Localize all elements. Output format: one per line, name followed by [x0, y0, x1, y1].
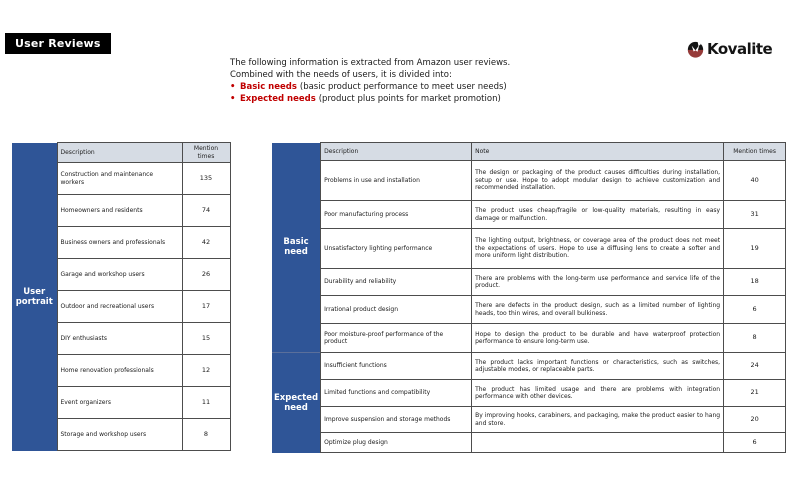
mentions-cell: 12 — [182, 355, 230, 387]
table-row — [272, 353, 786, 380]
mentions-cell: 11 — [182, 387, 230, 419]
bullet-text: Expected needs (product plus points for market promotion) — [240, 94, 501, 104]
mentions-cell: 8 — [724, 324, 786, 353]
bullet-icon: • — [230, 82, 236, 92]
column-header-note: Note — [472, 143, 724, 161]
bullet-text: Basic needs (basic product performance to meet user needs) — [240, 82, 507, 92]
user-portrait-table — [12, 142, 231, 451]
table-row — [272, 380, 786, 407]
table-header-row — [272, 143, 786, 161]
description-cell: Outdoor and recreational users — [57, 291, 182, 323]
page-title: User Reviews — [5, 33, 111, 54]
description-cell: Poor moisture-proof performance of the product — [321, 324, 472, 353]
description-cell: Home renovation professionals — [57, 355, 182, 387]
table-row — [272, 201, 786, 229]
table-row — [272, 433, 786, 453]
mentions-cell: 19 — [724, 229, 786, 269]
description-cell: Construction and maintenance workers — [57, 163, 182, 195]
mentions-cell: 17 — [182, 291, 230, 323]
table-row — [272, 161, 786, 201]
brand-name: Kovalite — [707, 40, 773, 58]
note-cell: By improving hooks, carabiners, and packaging, make the product easier to hang and store. — [472, 407, 724, 433]
description-cell: Limited functions and compatibility — [321, 380, 472, 407]
mentions-cell: 24 — [724, 353, 786, 380]
basic-need-group-label: Basic need — [272, 143, 321, 353]
description-cell: Problems in use and installation — [321, 161, 472, 201]
mentions-cell: 15 — [182, 323, 230, 355]
kovalite-logo-icon — [687, 41, 704, 58]
description-cell: Irrational product design — [321, 296, 472, 324]
needs-table — [272, 142, 786, 453]
mentions-cell: 74 — [182, 195, 230, 227]
mentions-cell: 21 — [724, 380, 786, 407]
description-cell: Improve suspension and storage methods — [321, 407, 472, 433]
description-cell: Unsatisfactory lighting performance — [321, 229, 472, 269]
mentions-cell: 135 — [182, 163, 230, 195]
brand-logo — [687, 40, 772, 58]
intro-line-2: Combined with the needs of users, it is divided into: — [230, 70, 452, 80]
description-cell: Event organizers — [57, 387, 182, 419]
description-cell: Optimize plug design — [321, 433, 472, 453]
mentions-cell: 31 — [724, 201, 786, 229]
column-header-description: Description — [321, 143, 472, 161]
column-header-description: Description — [57, 143, 182, 163]
description-cell: Garage and workshop users — [57, 259, 182, 291]
mentions-cell: 8 — [182, 419, 230, 451]
bullet-expected-needs — [230, 93, 570, 105]
description-cell: Homeowners and residents — [57, 195, 182, 227]
note-cell: There are problems with the long-term use performance and service life of the product. — [472, 269, 724, 296]
bullet-icon: • — [230, 94, 236, 104]
description-cell: Durability and reliability — [321, 269, 472, 296]
mentions-cell: 26 — [182, 259, 230, 291]
user-portrait-group-label: User portrait — [12, 143, 57, 451]
intro-line-1: The following information is extracted from Amazon user reviews. — [230, 58, 511, 68]
mentions-cell: 18 — [724, 269, 786, 296]
table-row — [272, 269, 786, 296]
table-row — [272, 296, 786, 324]
description-cell: DIY enthusiasts — [57, 323, 182, 355]
note-cell: The product uses cheap/fragile or low-quality materials, resulting in easy damage or malfunction. — [472, 201, 724, 229]
column-header-mentions: Mention times — [724, 143, 786, 161]
note-cell: The lighting output, brightness, or coverage area of the product does not meet the expectations of users. Hope to use a diffusing lens to create a softer and more uniform light distribution. — [472, 229, 724, 269]
note-cell: The product lacks important functions or characteristics, such as switches, adjustable modes, or replaceable parts. — [472, 353, 724, 380]
user-portrait-section — [12, 142, 231, 451]
note-cell: The product has limited usage and there are problems with integration performance with other devices. — [472, 380, 724, 407]
table-header-row — [12, 143, 230, 163]
table-row — [272, 324, 786, 353]
intro-text — [230, 57, 570, 105]
mentions-cell: 6 — [724, 296, 786, 324]
mentions-cell: 6 — [724, 433, 786, 453]
table-row — [272, 407, 786, 433]
description-cell: Business owners and professionals — [57, 227, 182, 259]
column-header-mentions: Mention times — [182, 143, 230, 163]
mentions-cell: 42 — [182, 227, 230, 259]
bullet-basic-needs — [230, 81, 570, 93]
description-cell: Poor manufacturing process — [321, 201, 472, 229]
note-cell — [472, 433, 724, 453]
expected-need-group-label: Expected need — [272, 353, 321, 453]
note-cell: The design or packaging of the product causes difficulties during installation, setup or use. Hope to adopt modular design to achieve customization and recommended installation. — [472, 161, 724, 201]
note-cell: There are defects in the product design, such as a limited number of lighting heads, too thin wires, and overall bulkiness. — [472, 296, 724, 324]
needs-section — [272, 142, 786, 453]
note-cell: Hope to design the product to be durable and have waterproof protection performance to ensure long-term use. — [472, 324, 724, 353]
description-cell: Storage and workshop users — [57, 419, 182, 451]
mentions-cell: 40 — [724, 161, 786, 201]
description-cell: Insufficient functions — [321, 353, 472, 380]
table-row — [272, 229, 786, 269]
mentions-cell: 20 — [724, 407, 786, 433]
